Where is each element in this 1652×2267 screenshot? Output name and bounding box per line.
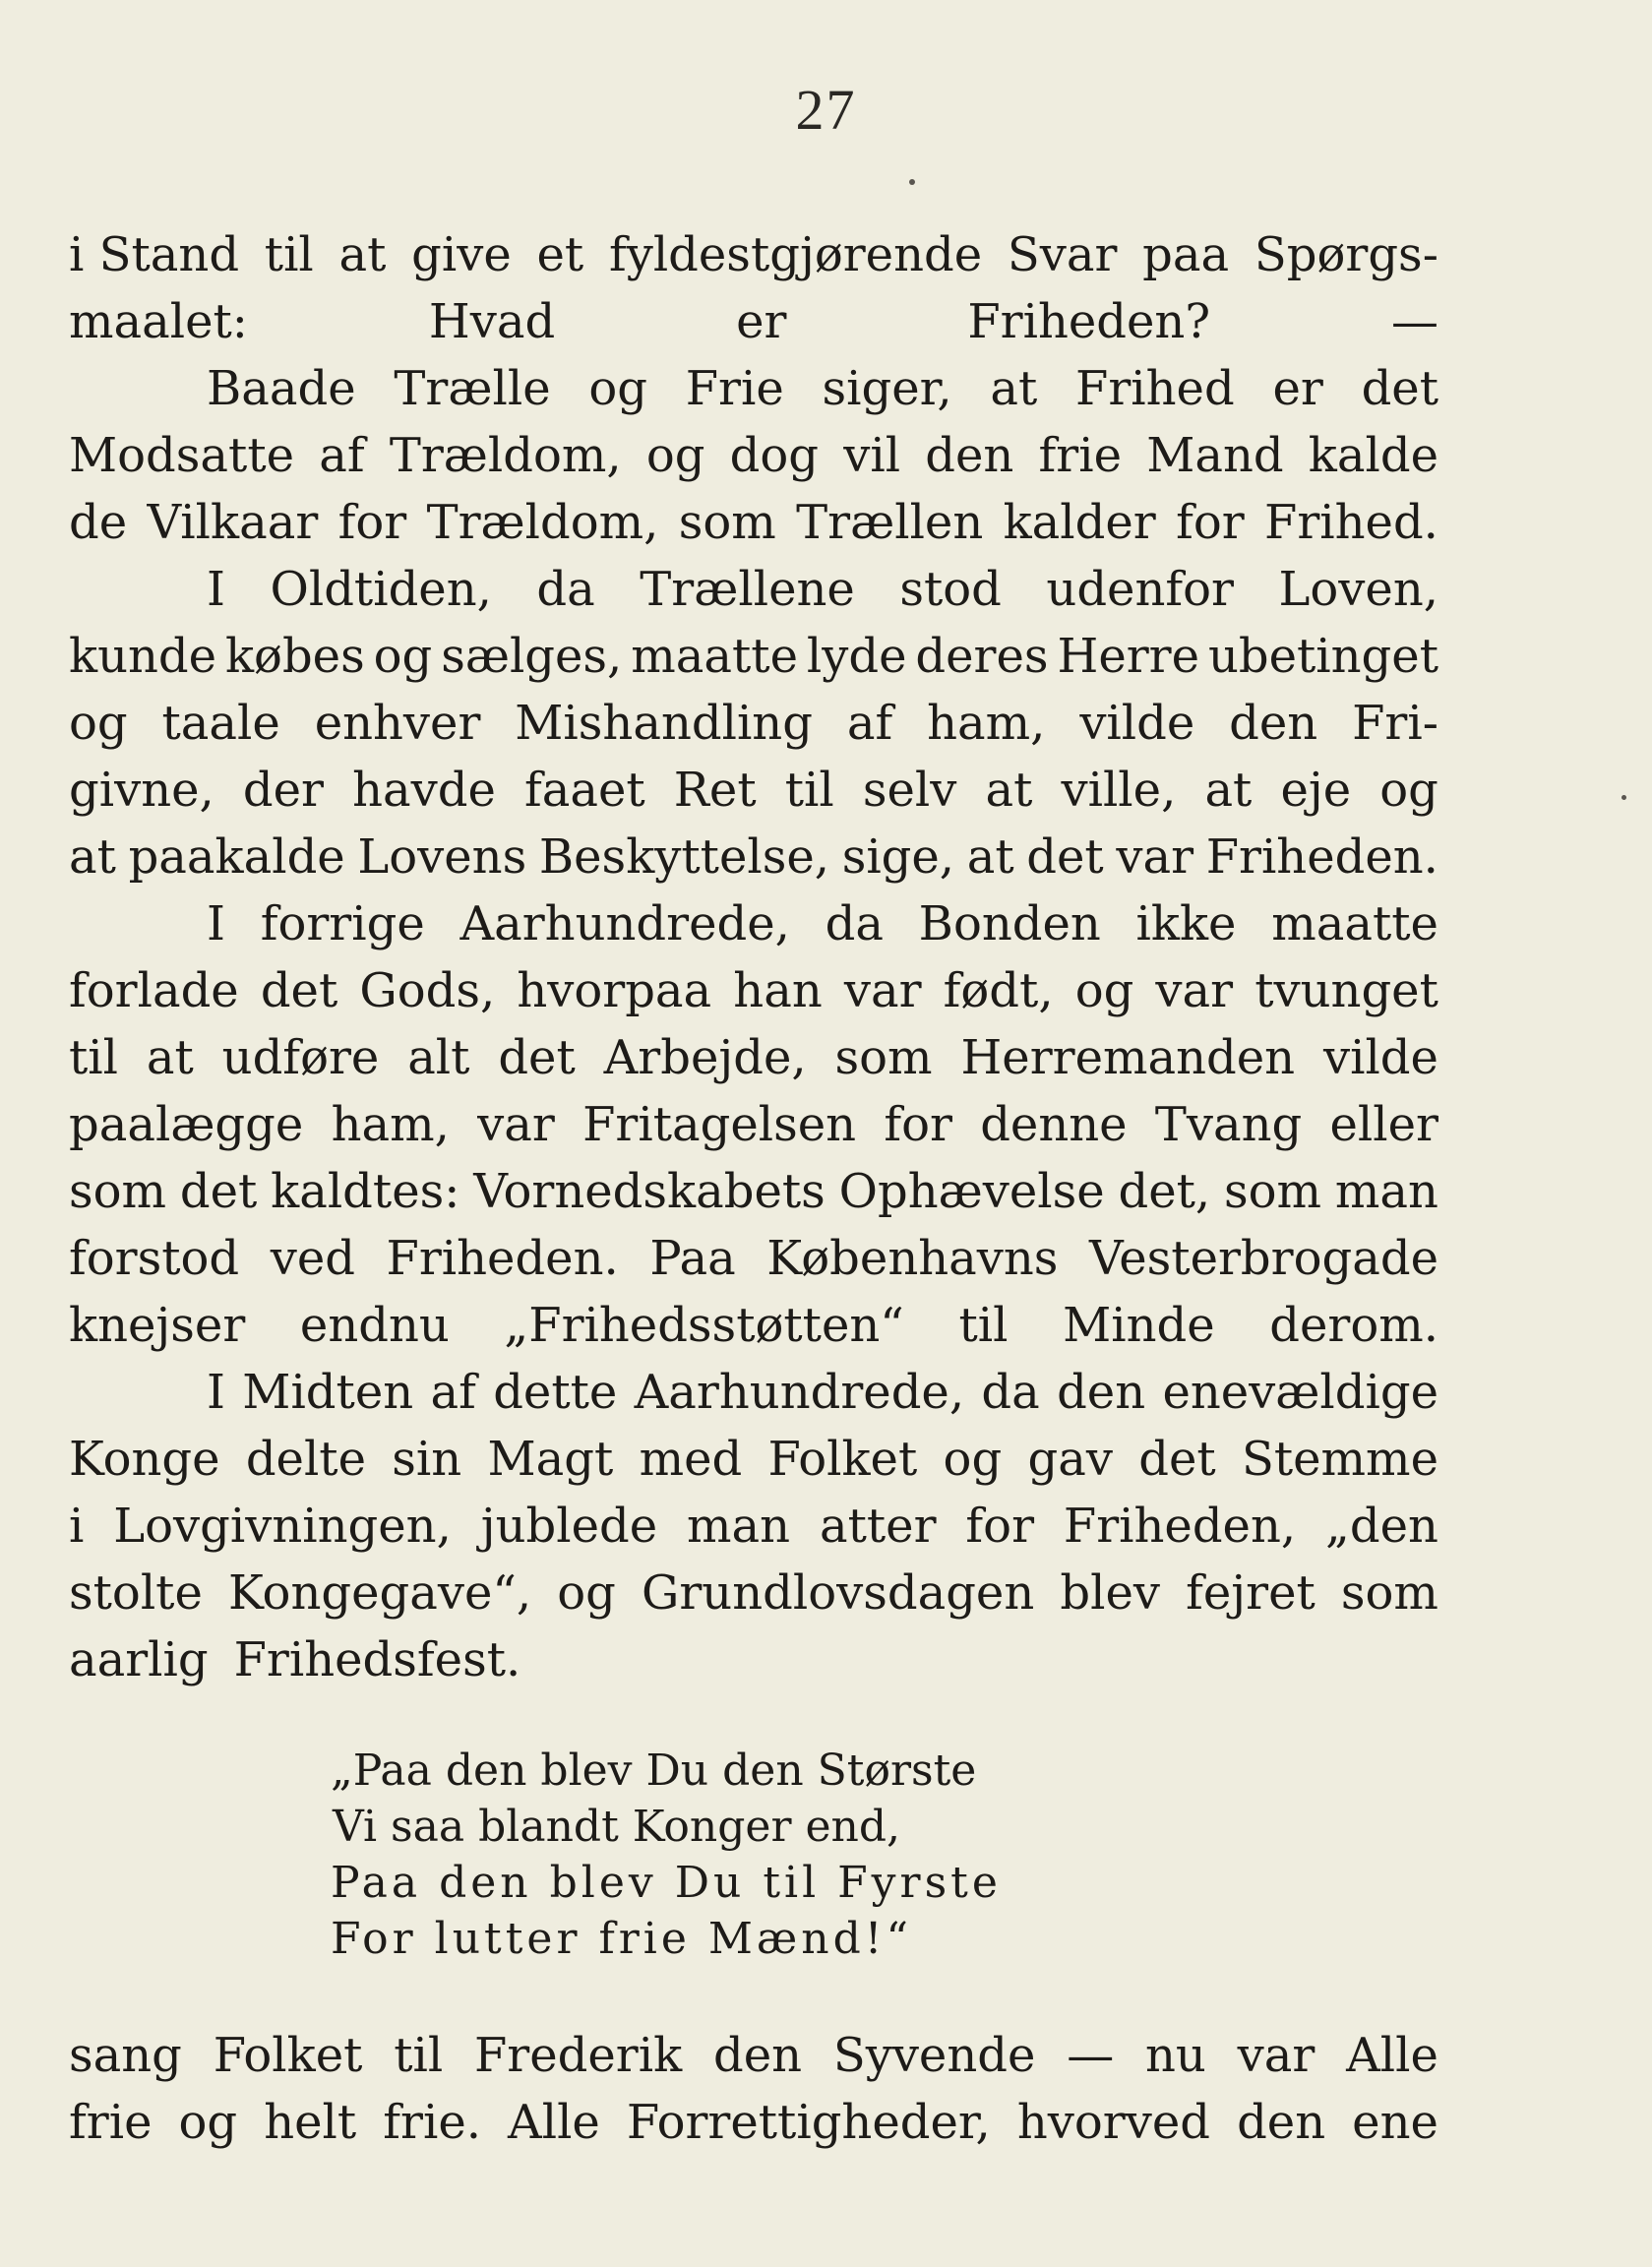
word: Friheden, — [1063, 1499, 1297, 1554]
word: og — [943, 1432, 1003, 1487]
word: enevældige — [1162, 1365, 1438, 1420]
word: ville, — [1061, 763, 1177, 818]
print-speck — [1621, 795, 1626, 800]
word: i — [69, 1499, 85, 1554]
word: I — [207, 896, 225, 951]
word: vil — [843, 428, 901, 483]
text-line — [69, 422, 1438, 489]
text-line — [69, 1493, 1438, 1560]
word: I — [207, 562, 225, 617]
word: det — [260, 963, 338, 1018]
word: kaldtes: — [271, 1164, 460, 1219]
word: maalet: — [69, 294, 248, 349]
word: Trældom, — [389, 428, 622, 483]
text-line — [69, 1225, 1438, 1292]
word: frie — [69, 2095, 153, 2150]
word: vilde — [1079, 696, 1195, 751]
word: Frederik — [474, 2028, 683, 2083]
word: eje — [1280, 763, 1352, 818]
word: Københavns — [766, 1231, 1059, 1286]
word: i Stand — [69, 227, 240, 282]
text-line — [69, 1426, 1438, 1493]
word: var — [843, 963, 922, 1018]
word: tvunget — [1254, 963, 1438, 1018]
word: denne — [980, 1097, 1128, 1152]
word: ubetinget — [1207, 629, 1438, 684]
word: til — [394, 2028, 444, 2083]
word: af — [430, 1365, 476, 1420]
word: udføre — [221, 1030, 380, 1085]
word: paa — [1142, 227, 1230, 282]
text-line — [69, 2022, 1438, 2089]
word: ikke — [1135, 896, 1237, 951]
word: født, — [943, 963, 1054, 1018]
word: Spørgs- — [1254, 227, 1438, 282]
word: Midten — [242, 1365, 414, 1420]
word: da — [981, 1365, 1040, 1420]
text-line — [69, 623, 1438, 690]
word: med — [639, 1432, 743, 1487]
word: ved — [270, 1231, 355, 1286]
word: og — [1379, 763, 1438, 818]
word: sin — [392, 1432, 462, 1487]
word: Mishandling — [515, 696, 813, 751]
print-speck — [909, 179, 915, 185]
word: Frihed — [1075, 361, 1235, 416]
text-line — [69, 1158, 1438, 1225]
word: var — [1237, 2028, 1315, 2083]
word: og — [557, 1565, 616, 1621]
word: Svar — [1007, 227, 1118, 282]
word: siger, — [822, 361, 952, 416]
word: kunde — [69, 629, 217, 684]
word: Beskyttelse, — [538, 829, 830, 885]
word: til — [958, 1298, 1009, 1353]
word: kalde — [1308, 428, 1438, 483]
word: er — [1272, 361, 1323, 416]
word: og — [645, 428, 705, 483]
word: selv — [862, 763, 957, 818]
word: dette — [493, 1365, 618, 1420]
word: de — [69, 495, 128, 550]
word: havde — [352, 763, 496, 818]
word: af — [846, 696, 893, 751]
text-line — [69, 1359, 1438, 1426]
word: Friheden. — [386, 1231, 619, 1286]
word: Folket — [213, 2028, 363, 2083]
word: Stemme — [1241, 1432, 1438, 1487]
word: man — [687, 1499, 791, 1554]
word: gav — [1027, 1432, 1113, 1487]
word: frie — [1038, 428, 1122, 483]
word: udenfor — [1046, 562, 1234, 617]
text-line — [69, 890, 1438, 957]
word: som — [69, 1164, 167, 1219]
word: at — [985, 763, 1033, 818]
word: til — [264, 227, 314, 282]
verse-line: Paa den blev Du til Fyrste — [331, 1858, 1002, 1908]
word: delte — [245, 1432, 366, 1487]
word: Minde — [1063, 1298, 1215, 1353]
word: Paa — [649, 1231, 736, 1286]
verse-line: „Paa den blev Du den Største — [331, 1746, 977, 1796]
word: den — [1229, 696, 1318, 751]
text-line — [69, 1024, 1438, 1091]
word: da — [825, 896, 884, 951]
verse-line: Vi saa blandt Konger end, — [333, 1802, 901, 1852]
word: Konge — [69, 1432, 220, 1487]
word: det — [498, 1030, 576, 1085]
word: Trællene — [640, 562, 855, 617]
word: den — [1057, 1365, 1146, 1420]
word: Kongegave“, — [227, 1565, 532, 1621]
word: dog — [729, 428, 820, 483]
word: den — [1237, 2095, 1326, 2150]
verse-line: For lutter frie Mænd!“ — [331, 1914, 912, 1964]
word: stod — [899, 562, 1002, 617]
word: helt — [264, 2095, 357, 2150]
word: Vesterbrogade — [1088, 1231, 1438, 1286]
word: Syvende — [832, 2028, 1036, 2083]
word: aarlig — [69, 1632, 209, 1687]
word: det — [1026, 829, 1104, 885]
word: og — [1074, 963, 1134, 1018]
word: I — [207, 1365, 225, 1420]
text-line — [69, 1626, 1438, 1693]
word: stolte — [69, 1565, 203, 1621]
word: Frie — [685, 361, 784, 416]
word: Magt — [487, 1432, 614, 1487]
word: eller — [1329, 1097, 1438, 1152]
text-line — [69, 1560, 1438, 1626]
word: Forrettigheder, — [626, 2095, 991, 2150]
word: og — [373, 629, 433, 684]
word: han — [733, 963, 823, 1018]
word: Gods, — [359, 963, 496, 1018]
word: Alle — [1346, 2028, 1438, 2083]
text-line — [69, 556, 1438, 623]
word: for — [965, 1499, 1035, 1554]
word: at — [146, 1030, 194, 1085]
text-line — [69, 957, 1438, 1024]
word: Frihedsfest. — [233, 1632, 521, 1687]
word: af — [319, 428, 365, 483]
word: og — [588, 361, 647, 416]
continued-text — [69, 2022, 1438, 2156]
text-line — [69, 824, 1438, 890]
word: deres — [915, 629, 1049, 684]
word: som — [678, 495, 776, 550]
word: Baade — [207, 361, 356, 416]
word: for — [1176, 495, 1245, 550]
word: til — [69, 1030, 118, 1085]
word: Arbejde, — [603, 1030, 807, 1085]
word: sælges, — [441, 629, 623, 684]
word: Frihed. — [1264, 495, 1438, 550]
word: det — [1361, 361, 1438, 416]
word: Trældom, — [426, 495, 659, 550]
word: fejret — [1186, 1565, 1315, 1621]
verse-quotation — [331, 1743, 1002, 1967]
word: endnu — [299, 1298, 450, 1353]
word: Bonden — [918, 896, 1101, 951]
word: frie. — [383, 2095, 481, 2150]
word: — — [1067, 2028, 1115, 2083]
text-line — [69, 690, 1438, 757]
word: som — [1223, 1164, 1322, 1219]
word: paakalde — [128, 829, 345, 885]
word: der — [242, 763, 324, 818]
text-line — [69, 355, 1438, 422]
word: nu — [1144, 2028, 1206, 2083]
text-line — [69, 1091, 1438, 1158]
word: som — [1340, 1565, 1438, 1621]
word: Aarhundrede, — [634, 1365, 965, 1420]
word: Alle — [508, 2095, 600, 2150]
word: det, — [1118, 1164, 1211, 1219]
word: var — [477, 1097, 555, 1152]
word: Herremanden — [960, 1030, 1296, 1085]
word: Ophævelse — [838, 1164, 1105, 1219]
word: enhver — [314, 696, 481, 751]
word: og — [69, 696, 128, 751]
word: købes — [224, 629, 365, 684]
word: Ret — [673, 763, 757, 818]
word: var — [1155, 963, 1234, 1018]
word: Mand — [1146, 428, 1284, 483]
word: at — [966, 829, 1014, 885]
word: taale — [161, 696, 280, 751]
word: den — [925, 428, 1014, 483]
word: at — [990, 361, 1038, 416]
word: maatte — [1271, 896, 1438, 951]
word: Vornedskabets — [473, 1164, 826, 1219]
page-number: 27 — [795, 78, 857, 142]
word: Oldtiden, — [270, 562, 492, 617]
word: paalægge — [69, 1097, 304, 1152]
word: Folket — [767, 1432, 918, 1487]
word: er — [736, 294, 787, 349]
word: og — [178, 2095, 238, 2150]
word: som — [834, 1030, 933, 1085]
word: Lovens — [357, 829, 527, 885]
word: Tvang — [1154, 1097, 1303, 1152]
word: knejser — [69, 1298, 246, 1353]
word: Vilkaar — [147, 495, 319, 550]
word: alt — [407, 1030, 470, 1085]
word: det — [179, 1164, 258, 1219]
word: da — [536, 562, 595, 617]
word: „Frihedsstøtten“ — [504, 1298, 904, 1353]
word: Modsatte — [69, 428, 295, 483]
word: blev — [1060, 1565, 1160, 1621]
text-line — [69, 288, 1438, 355]
word: forrige — [260, 896, 425, 951]
word: derom. — [1269, 1298, 1438, 1353]
text-line — [69, 2089, 1438, 2156]
word: kalder — [1003, 495, 1156, 550]
word: ham, — [331, 1097, 450, 1152]
text-line — [69, 489, 1438, 556]
text-line — [69, 1292, 1438, 1359]
word: for — [884, 1097, 952, 1152]
word: atter — [819, 1499, 937, 1554]
word: givne, — [69, 763, 214, 818]
word: — — [1390, 294, 1438, 349]
word: sige, — [841, 829, 955, 885]
word: ham, — [927, 696, 1046, 751]
word: faaet — [523, 763, 645, 818]
word: hvorpaa — [517, 963, 712, 1018]
word: Loven, — [1278, 562, 1438, 617]
word: hvorved — [1016, 2095, 1210, 2150]
word: forlade — [69, 963, 239, 1018]
word: sang — [69, 2028, 182, 2083]
word: maatte — [631, 629, 798, 684]
word: give — [411, 227, 512, 282]
word: Lovgivningen, — [113, 1499, 452, 1554]
word: lyde — [806, 629, 907, 684]
word: Trælle — [394, 361, 551, 416]
word: Grundlovsdagen — [642, 1565, 1035, 1621]
word: et — [536, 227, 584, 282]
word: Herre — [1057, 629, 1200, 684]
word: vilde — [1322, 1030, 1438, 1085]
word: det — [1138, 1432, 1216, 1487]
word: til — [784, 763, 834, 818]
word: Friheden? — [967, 294, 1211, 349]
word: forstod — [69, 1231, 240, 1286]
word: at — [1204, 763, 1253, 818]
word: Aarhundrede, — [459, 896, 790, 951]
word: man — [1334, 1164, 1438, 1219]
word: „den — [1325, 1499, 1438, 1554]
word: for — [337, 495, 407, 550]
word: Trællen — [796, 495, 984, 550]
body-text — [69, 221, 1438, 1693]
word: Friheden. — [1205, 829, 1438, 885]
word: ene — [1352, 2095, 1438, 2150]
word: at — [338, 227, 387, 282]
word: Hvad — [428, 294, 556, 349]
word: var — [1116, 829, 1194, 885]
text-line — [69, 221, 1438, 288]
word: at — [69, 829, 116, 885]
word: den — [712, 2028, 803, 2083]
word: fyldestgjørende — [608, 227, 983, 282]
word: Fritagelsen — [582, 1097, 857, 1152]
word: Fri- — [1352, 696, 1438, 751]
word: jublede — [480, 1499, 658, 1554]
text-line — [69, 757, 1438, 824]
